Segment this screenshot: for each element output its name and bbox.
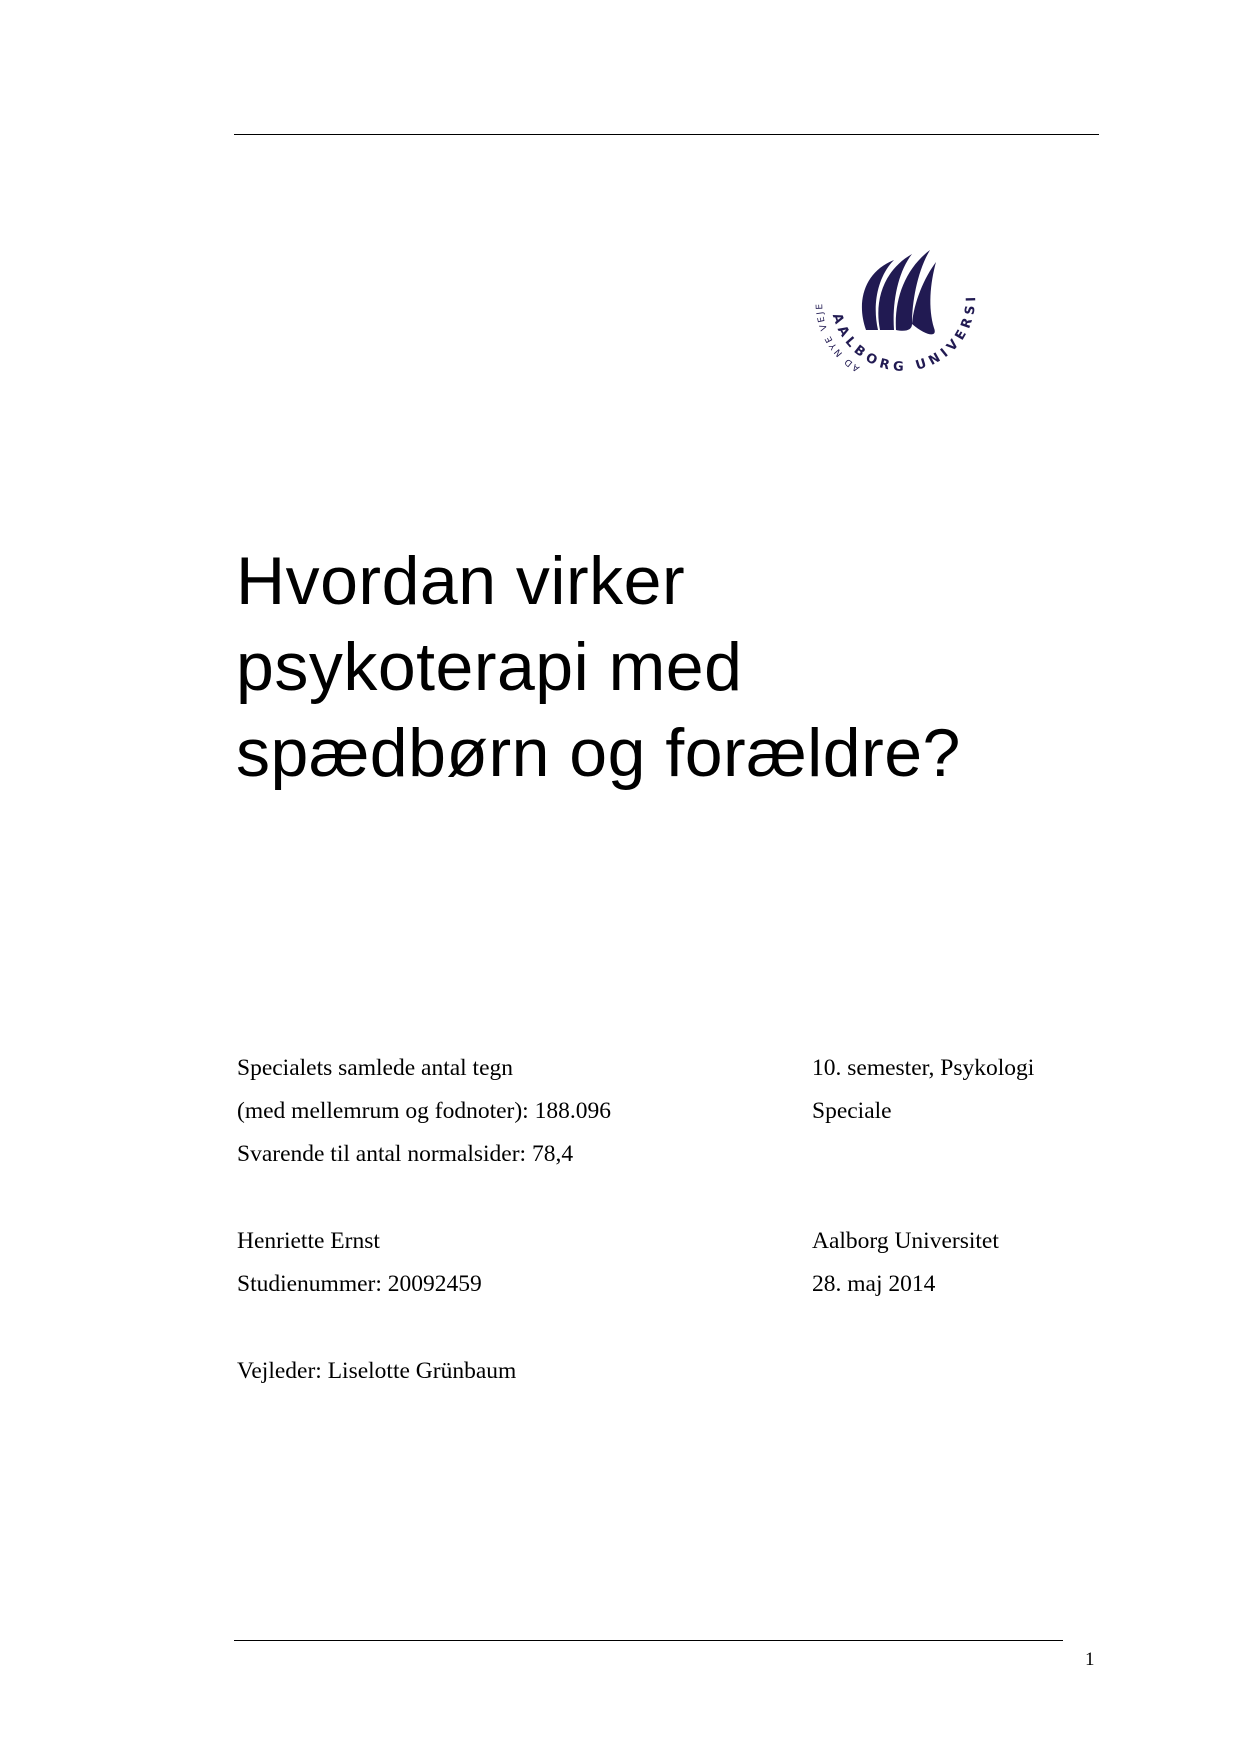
normal-pages-value: Svarende til antal normalsider: 78,4 bbox=[237, 1141, 574, 1167]
header-rule bbox=[234, 134, 1099, 135]
footer-rule bbox=[234, 1640, 1063, 1641]
student-number: Studienummer: 20092459 bbox=[237, 1271, 482, 1297]
course-block bbox=[812, 1047, 1034, 1133]
title-line-1: Hvordan virker bbox=[236, 543, 686, 619]
supervisor-block bbox=[237, 1350, 516, 1393]
author-block bbox=[237, 1220, 482, 1306]
thesis-title bbox=[236, 538, 961, 796]
aalborg-university-logo bbox=[808, 212, 998, 402]
logo-university-name: AALBORG UNIVERSI bbox=[828, 292, 980, 376]
author-name: Henriette Ernst bbox=[237, 1228, 380, 1254]
logo-motto: AD NYE VEJE bbox=[815, 301, 862, 374]
university-name: Aalborg Universitet bbox=[812, 1228, 999, 1254]
title-line-3: spædbørn og forældre? bbox=[236, 715, 961, 791]
title-line-2: psykoterapi med bbox=[236, 629, 743, 705]
submission-date: 28. maj 2014 bbox=[812, 1271, 936, 1297]
char-count-value: (med mellemrum og fodnoter): 188.096 bbox=[237, 1098, 611, 1124]
character-count-block bbox=[237, 1047, 611, 1176]
document-type: Speciale bbox=[812, 1098, 892, 1124]
supervisor-name: Vejleder: Liselotte Grünbaum bbox=[237, 1358, 517, 1384]
semester-text: 10. semester, Psykologi bbox=[812, 1055, 1035, 1081]
char-count-label: Specialets samlede antal tegn bbox=[237, 1055, 514, 1081]
page-number: 1 bbox=[1085, 1649, 1095, 1670]
institution-block bbox=[812, 1220, 999, 1306]
